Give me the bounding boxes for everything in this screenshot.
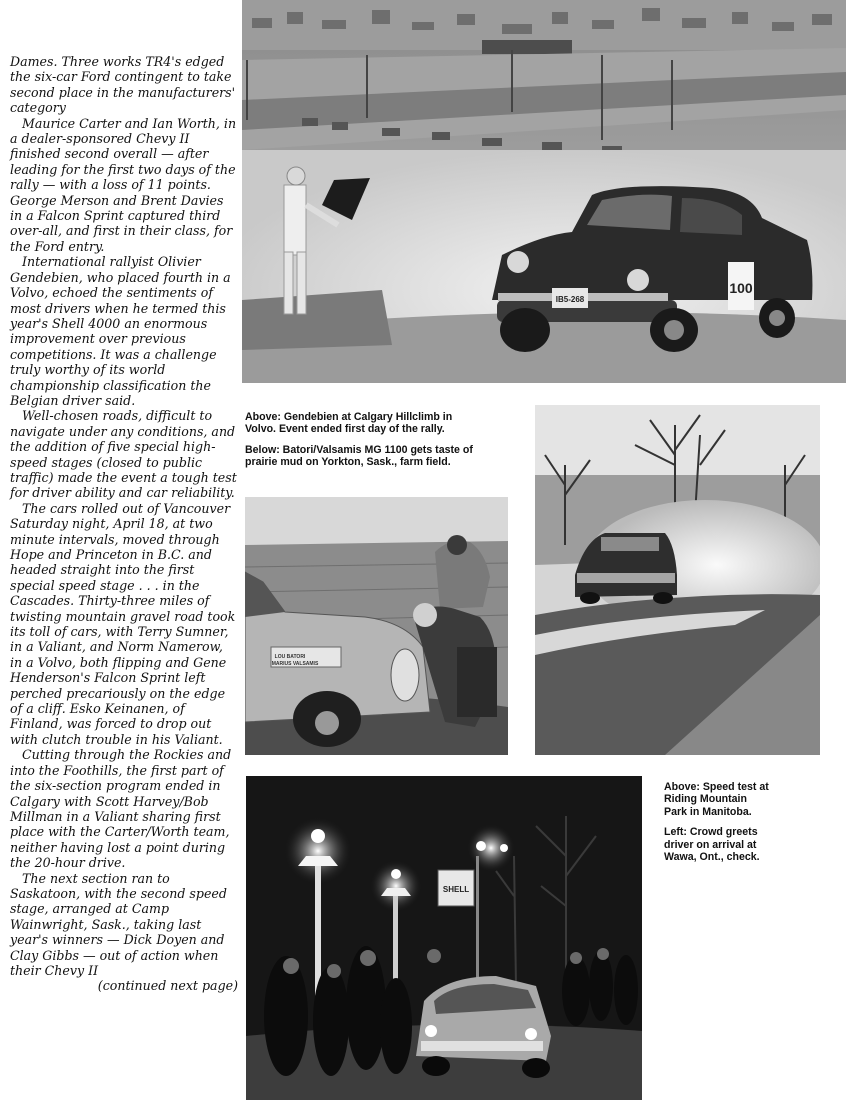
mg-door-name-2: MARIUS VALSAMIS bbox=[271, 661, 319, 667]
photo-riding-mountain bbox=[535, 405, 820, 755]
caption-calgary: Above: Gendebien at Calgary Hillclimb in Volvo. Event ended first day of the rally. bbox=[245, 411, 453, 436]
photo-yorkton-mud bbox=[245, 497, 508, 755]
article-body bbox=[10, 54, 238, 994]
continued-note: (continued next page) bbox=[97, 978, 238, 994]
article-paragraph: Cutting through the Rockies and into the Foothills, the first part of the six-section program ended in Calgary with Scott Harvey/Bob Millman in a Valiant sharing first place with the Carter/Worth team, neither having lost a point during the 20-hour drive. bbox=[10, 747, 232, 871]
article-paragraph: Well-chosen roads, difficult to navigate under any conditions, and the addition of five special high-speed stages (closed to public traffic) made the event a tough test for driver ability and car reliability. bbox=[10, 408, 237, 501]
volvo-license-plate: IB5-268 bbox=[555, 295, 585, 304]
shell-sign-text: SHELL bbox=[442, 885, 470, 894]
photo-wawa-night bbox=[246, 776, 642, 1100]
photo-calgary-hillclimb bbox=[242, 0, 846, 383]
volvo-rally-number: 100 bbox=[729, 280, 753, 296]
article-paragraph: International rallyist Olivier Gendebien, who placed fourth in a Volvo, echoed the sentiments of most drivers when he termed this year's Shell 4000 an enormous improvement over previous competitions. It was a challenge truly worthy of its world championship classification the Belgian driver said. bbox=[10, 254, 231, 408]
caption-yorkton: Below: Batori/Valsamis MG 1100 gets taste of prairie mud on Yorkton, Sask., farm field. bbox=[245, 443, 473, 469]
caption-group-top bbox=[245, 411, 483, 469]
article-paragraph: The next section ran to Saskatoon, with the second speed stage, arranged at Camp Wainwright, Sask., taking last year's winners — Dick Doyen and Clay Gibbs — out of action when their Chevy II bbox=[10, 870, 227, 978]
article-paragraph: The cars rolled out of Vancouver Saturday night, April 18, at two minute intervals, moved through Hope and Princeton in B.C. and headed straight into the first special speed stage . . . in the Cascades. Thirty-three miles of twisting mountain gravel road took its toll of cars, with Terry Sumner, in a Valiant, and Norm Namerow, in a Volvo, both flipping and Gene Henderson's Falcon Sprint left perched precariously on the edge of a cliff. Esko Keinanen, of Finland, was forced to drop out with clutch trouble in his Valiant. bbox=[10, 500, 236, 747]
mg-door-name-1: LOU BATORI bbox=[274, 654, 306, 660]
caption-group-bottom bbox=[664, 781, 772, 863]
caption-wawa: Left: Crowd greets driver on arrival at Wawa, Ont., check. bbox=[664, 826, 760, 864]
article-paragraph: Maurice Carter and Ian Worth, in a dealer-sponsored Chevy II finished second overall — after leading for the first two days of the rally — with a loss of 11 points. George Merson and Brent Davies in a Falcon Sprint captured third over-all, and first in their class, for the Ford entry. bbox=[10, 115, 237, 254]
caption-riding-mountain: Above: Speed test at Riding Mountain Park in Manitoba. bbox=[664, 781, 769, 818]
article-paragraph: Dames. Three works TR4's edged the six-car Ford contingent to take second place in the manufacturers' category bbox=[10, 54, 236, 116]
